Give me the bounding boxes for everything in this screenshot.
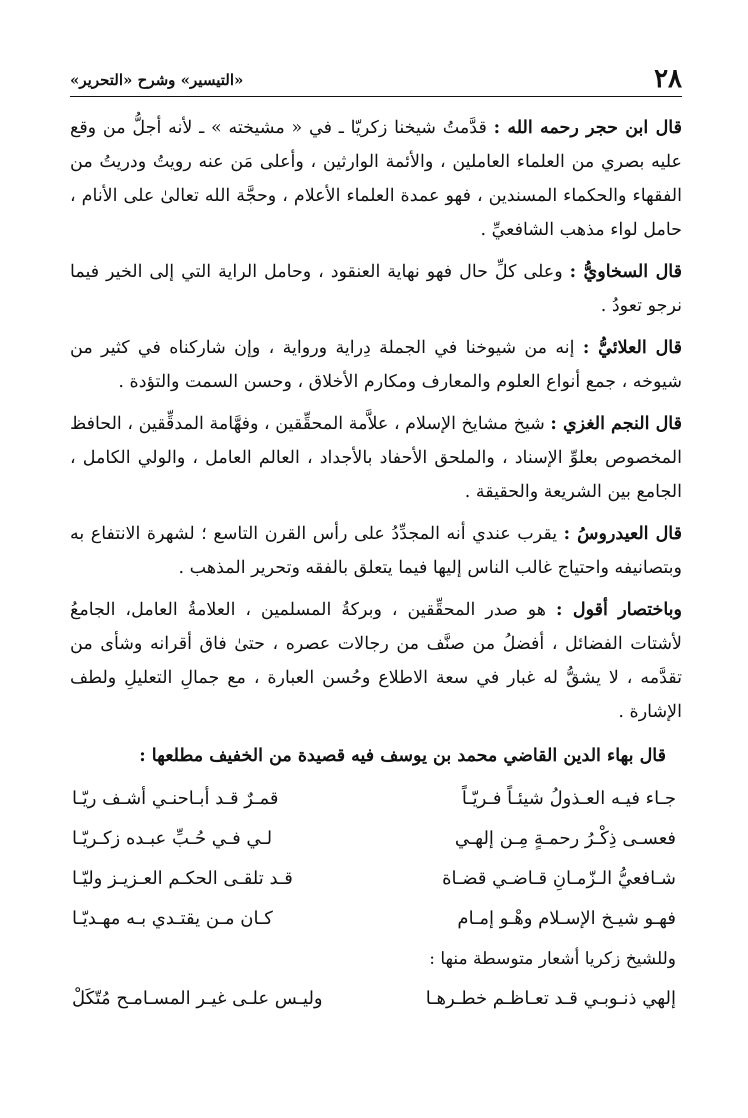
entry-author-summary <box>70 593 682 729</box>
entry-speaker: وباختصار أقول : <box>555 600 682 620</box>
verse-first-hemistich: فعسـى ذِكْـرُ رحمـةٍ مِـن إلهـي <box>454 828 676 849</box>
poem-verse <box>70 779 682 819</box>
entry-speaker: قال السخاويُّ : <box>569 262 683 282</box>
entry-speaker: قال النجم الغزي : <box>550 414 682 434</box>
poem-verse <box>70 819 682 859</box>
entry-text: إنه من شيوخنا في الجملة دِراية ورواية ، وإن شاركناه في كثير من شيوخه ، جمع أنواع العلوم والمعارف ومكارم الأخلاق ، وحسن السمت والتؤدة . <box>70 338 682 392</box>
verse-second-hemistich: كـان مـن يقتـدي بـه مهـديّـا <box>72 908 273 929</box>
verse-second-hemistich: قمـرٌ قـد أبـاحنـي أشـف ريّـا <box>72 788 279 809</box>
verse-second-hemistich: قـد تلقـى الحكـم العـزيـز وليّـا <box>72 868 293 889</box>
page-number: ٢٨ <box>654 64 682 94</box>
entry-speaker: قال العلائيُّ : <box>582 338 683 358</box>
running-title: «التيسير» وشرح «التحرير» <box>70 71 244 89</box>
verse-first-hemistich: فهـو شيـخ الإسـلام وهْـو إمـام <box>457 908 676 929</box>
poem-zakariya <box>70 979 682 1019</box>
entry-ibn-hajar <box>70 111 682 247</box>
entry-alaai <box>70 331 682 399</box>
verse-second-hemistich: وليـس علـى غيـر المسـامـح مُتّكَلْ <box>72 988 323 1009</box>
entry-sakhawi <box>70 255 682 323</box>
entry-text: قدَّمتُ شيخنا زكريّا ـ في « مشيخته » ـ لأنه أجلُّ من وقع عليه بصري من العلماء العاملين ، والأئمة الوارثين ، وأعلى مَن عنه رويتُ ودريتُ من الفقهاء والحكماء المسندين ، فهو عمدة العلماء الأعلام ، وحجَّة الله تعالىٰ على الأنام ، حامل لواء مذهب الشافعيِّ . <box>70 118 682 240</box>
page-header <box>70 58 682 92</box>
poem-verse <box>70 859 682 899</box>
entry-text: وعلى كلِّ حال فهو نهاية العنقود ، وحامل الراية التي إلى الخير فيما نرجو تعودُ . <box>70 262 682 316</box>
poem2-intro: وللشيخ زكريا أشعار متوسطة منها : <box>429 949 676 969</box>
entry-speaker: قال ابن حجر رحمه الله : <box>493 118 682 138</box>
entry-aydarus <box>70 517 682 585</box>
entry-text: شيخ مشايخ الإسلام ، علاَّمة المحقِّقين ، وفهَّامة المدقِّقين ، الحافظ المخصوص بعلوِّ الإسناد ، والملحق الأحفاد بالأجداد ، العالم العامل ، والولي الكامل ، الجامع بين الشريعة والحقيقة . <box>70 414 682 502</box>
verse-first-hemistich: إلهي ذنـوبـي قـد تعـاظـم خطـرهـا <box>425 988 676 1009</box>
verse-first-hemistich: جـاء فيـه العـذولُ شيئـاً فـريّـاً <box>461 788 676 809</box>
entry-najm-ghazzi <box>70 407 682 509</box>
entry-speaker: قال العيدروسُ : <box>563 524 682 544</box>
poem-baha-al-din <box>70 779 682 939</box>
entry-text: يقرب عندي أنه المجدِّدُ على رأس القرن التاسع ؛ لشهرة الانتفاع به وبتصانيفه واحتياج غالب الناس إليها فيما يتعلق بالفقه وتحرير المذهب . <box>70 524 682 578</box>
entry-text: هو صدر المحقِّقين ، وبركةُ المسلمين ، العلامةُ العامل، الجامعُ لأشتات الفضائل ، أفضلُ من صنَّف من رجالات عصره ، حتىٰ فاق أقرانه وشأى من تقدَّمه ، لا يشقُّ له غبار في سعة الاطلاع وحُسن العبارة ، مع جمالِ التعليلِ ولطف الإشارة . <box>70 600 682 722</box>
poem-verse <box>70 899 682 939</box>
poem-intro: قال بهاء الدين القاضي محمد بن يوسف فيه قصيدة من الخفيف مطلعها : <box>139 746 666 766</box>
verse-first-hemistich: شـافعيُّ الـزّمـانِ قـاضـي قضـاة <box>442 868 676 889</box>
poem-verse <box>70 979 682 1019</box>
header-rule <box>70 96 682 97</box>
verse-second-hemistich: لـي فـي حُـبِّ عبـده زكـريّـا <box>72 828 273 849</box>
